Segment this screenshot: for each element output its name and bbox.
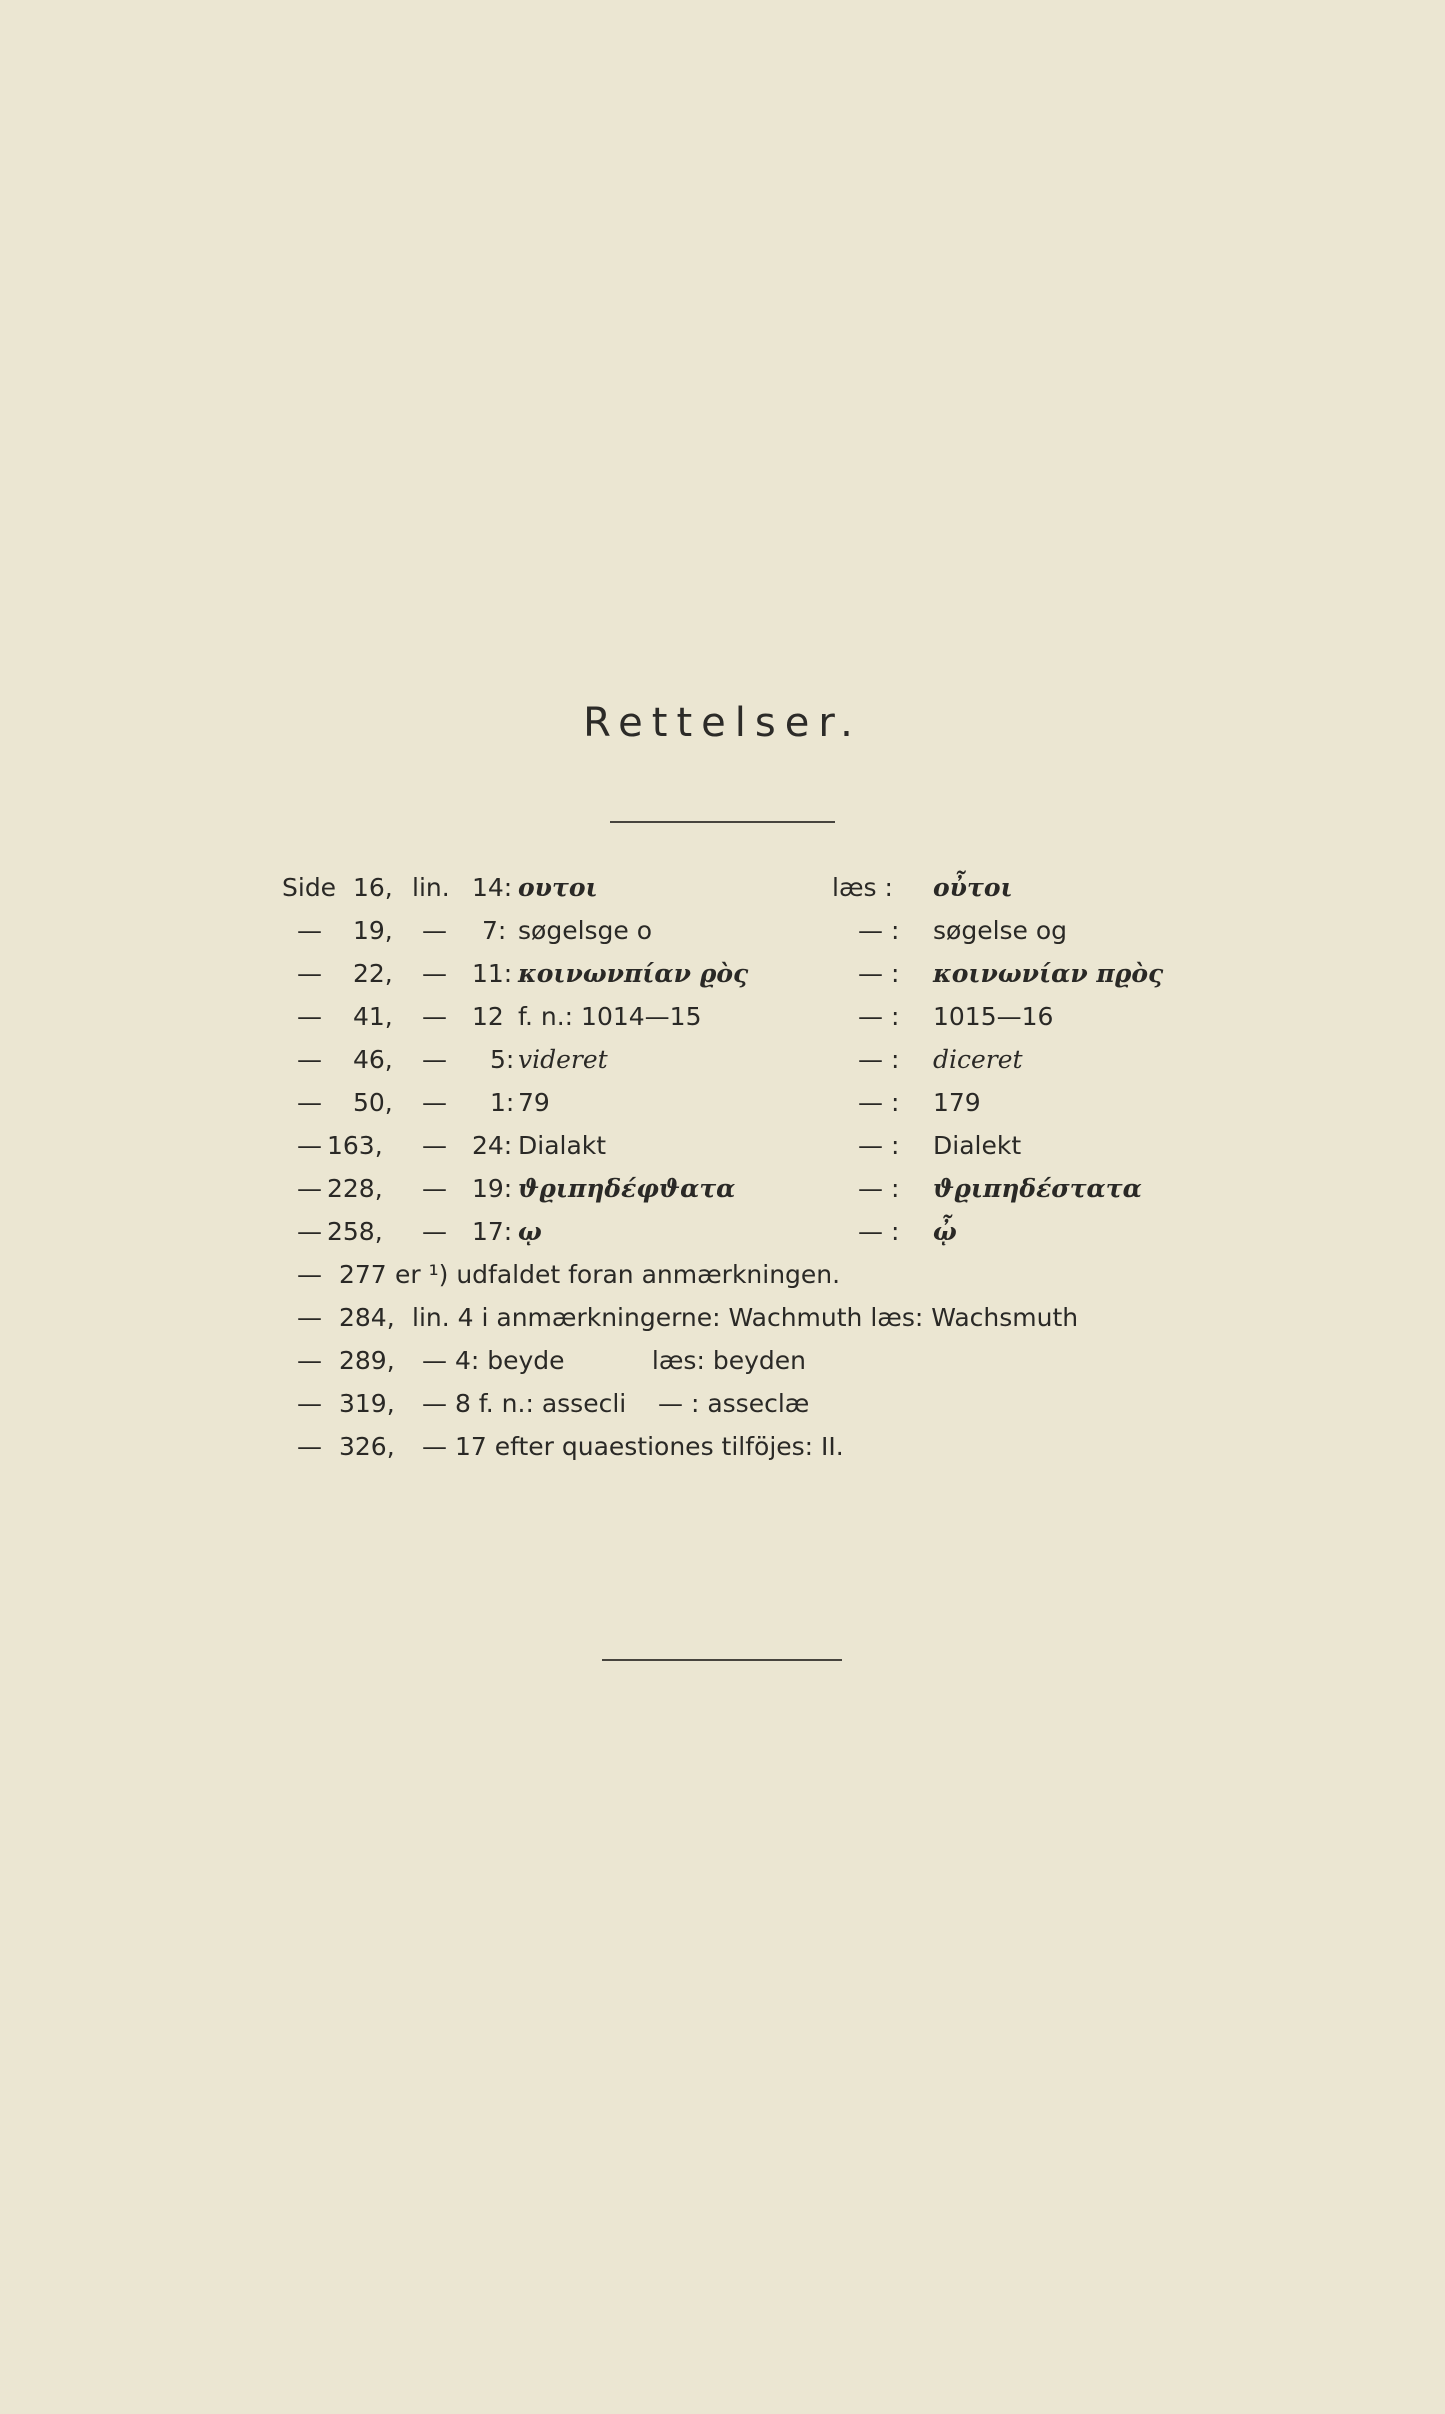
line-number: 14: (472, 873, 513, 902)
page-number: 46, (353, 1045, 393, 1074)
page-number: 16, (353, 873, 393, 902)
page-number: 326, (339, 1432, 395, 1461)
page-number: 289, (339, 1346, 395, 1375)
read-label: — : (858, 1174, 900, 1203)
correct-text: ϑϱιπηδέστατα (933, 1174, 1142, 1203)
page-number: 284, (339, 1303, 395, 1332)
read-label: — : (858, 1002, 900, 1031)
line-label: — (422, 1002, 447, 1031)
dash: — (297, 1389, 322, 1418)
note-text: — 17 efter quaestiones tilföjes: II. (422, 1432, 844, 1461)
dash: — (297, 1131, 322, 1160)
read-label: — : (858, 1088, 900, 1117)
wrong-text: ῳ (518, 1217, 542, 1246)
line-label: — (422, 1174, 447, 1203)
errata-row (0, 1039, 1445, 1081)
read-label: — : (858, 1045, 900, 1074)
dash: — (297, 1217, 322, 1246)
read-label: læs : (832, 873, 893, 902)
note-text: — 8 f. n.: assecli — : asseclæ (422, 1389, 810, 1418)
dash: — (297, 1260, 322, 1289)
page-number: 22, (353, 959, 393, 988)
read-label: — : (858, 959, 900, 988)
errata-row (0, 1082, 1445, 1124)
line-label: — (422, 959, 447, 988)
wrong-text: Dialakt (518, 1131, 607, 1160)
line-number: 24: (472, 1131, 513, 1160)
wrong-text: f. n.: 1014—15 (518, 1002, 702, 1031)
page-number: 41, (353, 1002, 393, 1031)
errata-row (0, 953, 1445, 995)
line-label: — (422, 1045, 447, 1074)
correct-text: ᾦ (933, 1217, 957, 1246)
wrong-text: videret (518, 1045, 608, 1074)
note-row (0, 1340, 1445, 1382)
wrong-text: κοινωνπίαν ϱὸς (518, 959, 749, 988)
wrong-text: ουτοι (518, 873, 598, 902)
errata-row (0, 867, 1445, 909)
dash: — (297, 1303, 322, 1332)
note-row (0, 1254, 1445, 1296)
dash: — (297, 1432, 322, 1461)
page-number: 277 (339, 1260, 387, 1289)
line-label: — (422, 1088, 447, 1117)
page-number: 19, (353, 916, 393, 945)
errata-row (0, 1211, 1445, 1253)
dash: — (297, 916, 322, 945)
closing-rule (602, 1659, 842, 1661)
note-text: — 4: beyde læs: beyden (422, 1346, 806, 1375)
page-number: 319, (339, 1389, 395, 1418)
note-row (0, 1383, 1445, 1425)
correct-text: diceret (933, 1045, 1023, 1074)
line-number: 12 (472, 1002, 504, 1031)
wrong-text: ϑϱιπηδέφϑατα (518, 1174, 736, 1203)
dash: — (297, 1002, 322, 1031)
dash: — (297, 1174, 322, 1203)
page-title: Rettelser. (583, 700, 862, 746)
note-row (0, 1297, 1445, 1339)
page-number: 258, (327, 1217, 383, 1246)
dash: — (297, 1346, 322, 1375)
line-label: — (422, 1217, 447, 1246)
correct-text: κοινωνίαν πϱὸς (933, 959, 1164, 988)
correct-text: 1015—16 (933, 1002, 1054, 1031)
line-label: — (422, 1131, 447, 1160)
page-number: 50, (353, 1088, 393, 1117)
line-number: 19: (472, 1174, 513, 1203)
line-number: 7: (482, 916, 507, 945)
line-number: 11: (472, 959, 513, 988)
read-label: — : (858, 916, 900, 945)
read-label: — : (858, 1131, 900, 1160)
errata-row (0, 1125, 1445, 1167)
side-label: Side (282, 873, 337, 902)
correct-text: Dialekt (933, 1131, 1022, 1160)
correct-text: 179 (933, 1088, 981, 1117)
errata-row (0, 1168, 1445, 1210)
note-text: lin. 4 i anmærkningerne: Wachmuth læs: Wachsmuth (412, 1303, 1079, 1332)
page-number: 163, (327, 1131, 383, 1160)
line-label: lin. (412, 873, 450, 902)
note-row (0, 1426, 1445, 1468)
line-number: 17: (472, 1217, 513, 1246)
read-label: — : (858, 1217, 900, 1246)
line-number: 1: (490, 1088, 515, 1117)
dash: — (297, 1088, 322, 1117)
page-number: 228, (327, 1174, 383, 1203)
note-text: er ¹) udfaldet foran anmærkningen. (395, 1260, 841, 1289)
errata-row (0, 910, 1445, 952)
errata-row (0, 996, 1445, 1038)
line-label: — (422, 916, 447, 945)
dash: — (297, 959, 322, 988)
correct-text: οὖτοι (933, 873, 1013, 902)
wrong-text: 79 (518, 1088, 550, 1117)
wrong-text: søgelsge o (518, 916, 653, 945)
line-number: 5: (490, 1045, 515, 1074)
title-rule (610, 821, 835, 823)
dash: — (297, 1045, 322, 1074)
correct-text: søgelse og (933, 916, 1068, 945)
